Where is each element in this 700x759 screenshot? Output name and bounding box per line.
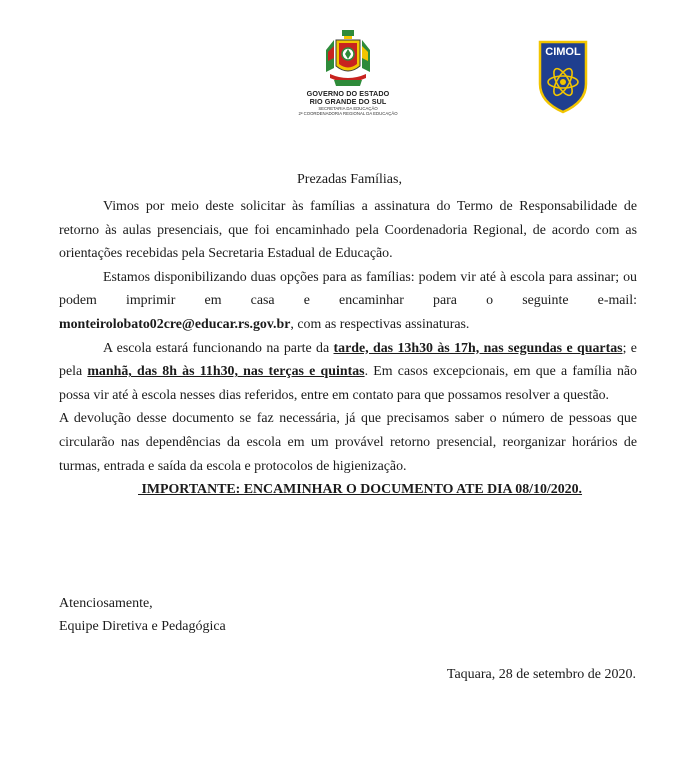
date-line: Taquara, 28 de setembro de 2020. (446, 667, 636, 682)
coordination-name: 2ª COORDENADORIA REGIONAL DA EDUCAÇÃO (298, 111, 398, 117)
paragraph-options (59, 266, 637, 337)
paragraph-return: A devolução desse documento se faz necessária, já que precisamos saber o número de pessoas que circularão nas dependências da escola em um provável retorno presencial, reorganizar horários de turmas, entrada e saída da escola e protocolos de higienização. (59, 411, 637, 474)
rio-grande-do-sul-coat-of-arms-icon (320, 28, 376, 90)
schedule-text-join: ; e pela (59, 340, 637, 380)
signature: Equipe Diretiva e Pedagógica (59, 619, 226, 634)
afternoon-schedule: tarde, das 13h30 às 17h, nas segundas e quartas (333, 340, 623, 356)
paragraph-request: Vimos por meio deste solicitar às famílias a assinatura do Termo de Responsabilidade de retorno às aulas presenciais, que foi encaminhado pela Coordenadoria Regional, de acordo com as orientações recebidas pela Secretaria Estadual de Educação. (59, 199, 637, 262)
paragraph-schedule (59, 337, 637, 408)
closing: Atenciosamente, (59, 596, 153, 611)
letter-body (59, 195, 637, 502)
options-text-end: , com as respectivas assinaturas. (290, 316, 470, 332)
cimol-logo (538, 40, 588, 114)
cimol-logo-text: CIMOL (545, 46, 581, 58)
government-header (268, 28, 428, 117)
greeting: Prezadas Famílias, (297, 172, 402, 187)
schedule-text-end: . Em casos excepcionais, em que a família não possa vir até à escola nesses dias referidos, entre em contato para que possamos resolver a questão. (59, 364, 638, 403)
school-email: monteirolobato02cre@educar.rs.gov.br (59, 316, 291, 332)
state-name: RIO GRANDE DO SUL (309, 97, 387, 106)
options-text: Estamos disponibilizando duas opções para as famílias: podem vir até à escola para assinar; ou podem imprimir em casa e encaminhar para o seguinte e-mail: (59, 269, 637, 309)
important-notice: IMPORTANTE: ENCAMINHAR O DOCUMENTO ATE DIA 08/10/2020. (138, 482, 583, 498)
secretariat-name: SECRETARIA DA EDUCAÇÃO (318, 106, 378, 111)
government-name: GOVERNO DO ESTADO (306, 89, 390, 98)
morning-schedule: manhã, das 8h às 11h30, nas terças e quintas (87, 364, 365, 380)
schedule-text: A escola estará funcionando na parte da (103, 340, 334, 356)
